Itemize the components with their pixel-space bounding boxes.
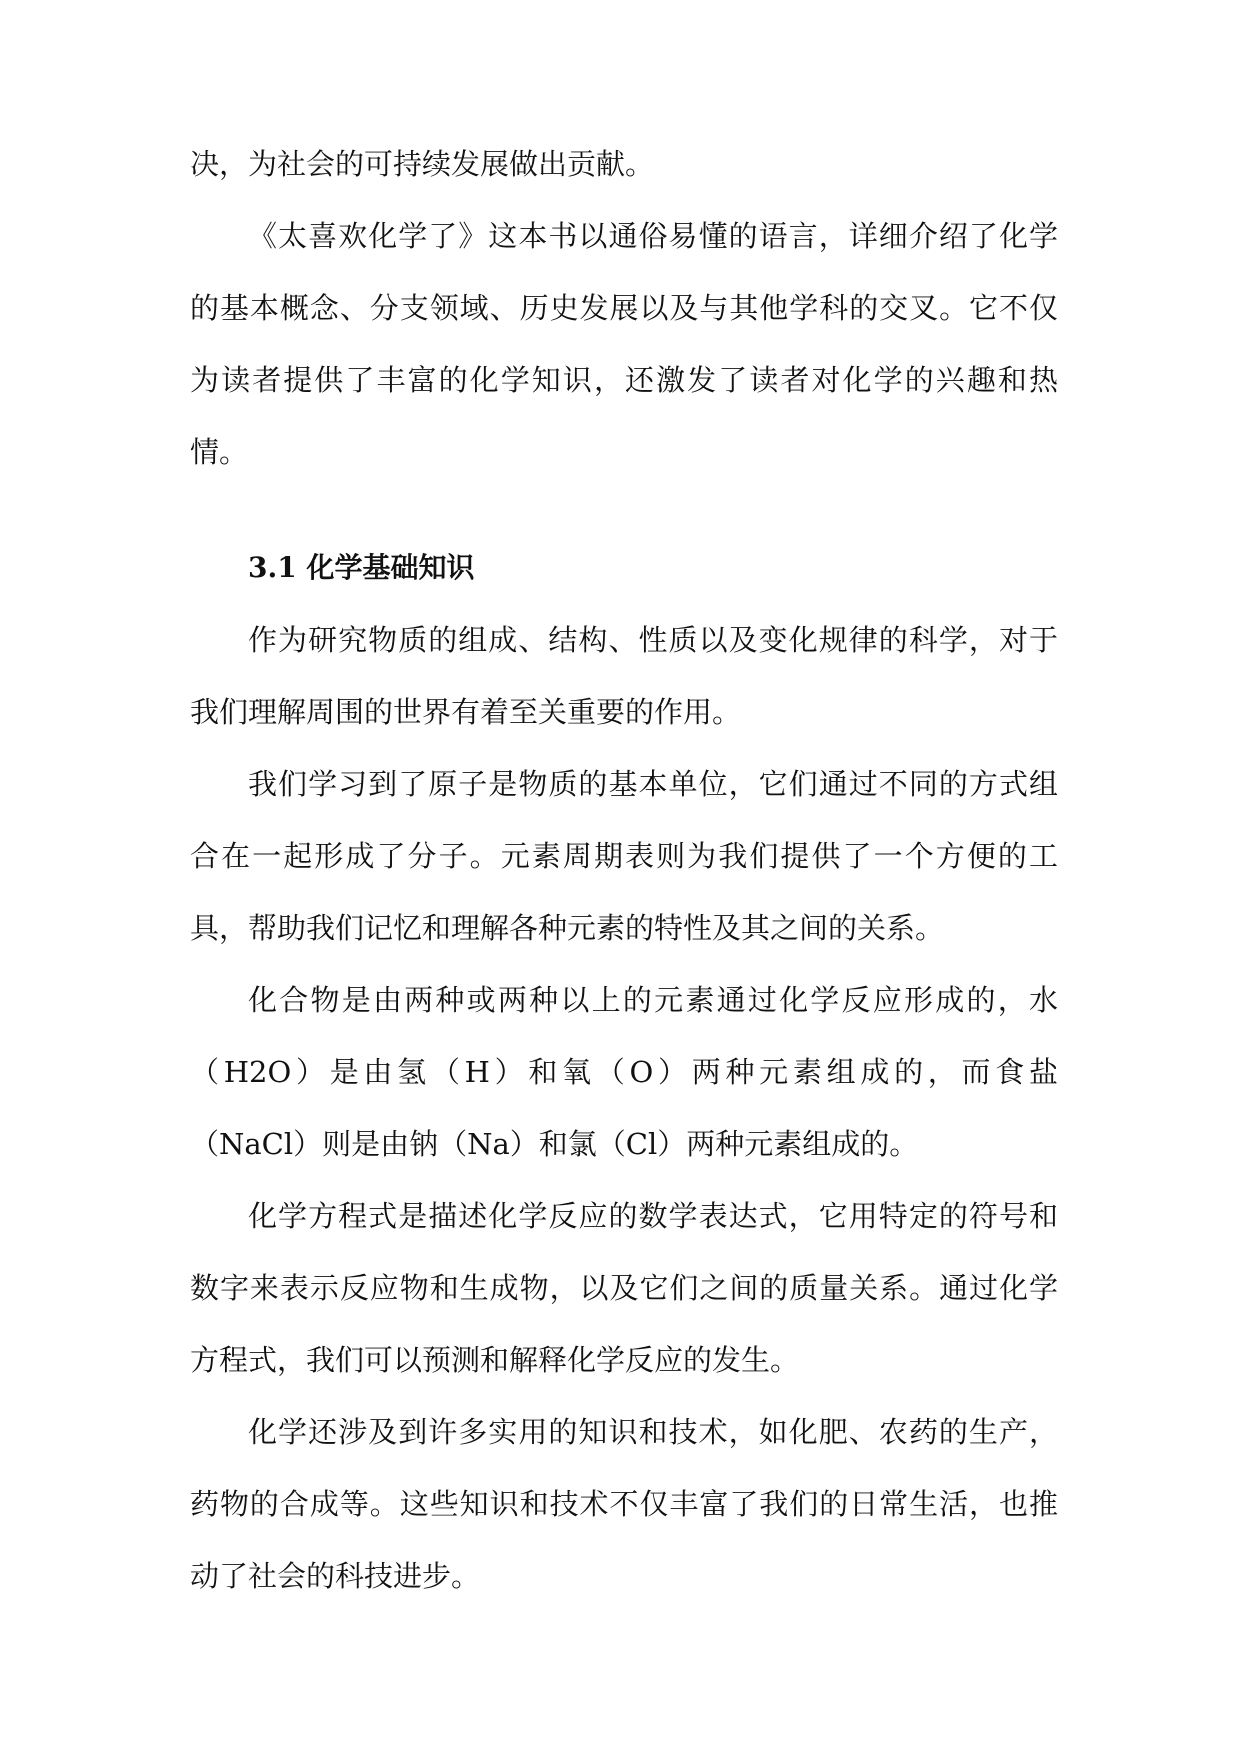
body-paragraph: 作为研究物质的组成、结构、性质以及变化规律的科学，对于我们理解周围的世界有着至关重要的作用。 bbox=[190, 623, 1058, 729]
body-paragraph: 化学方程式是描述化学反应的数学表达式，它用特定的符号和数字来表示反应物和生成物，以及它们之间的质量关系。通过化学方程式，我们可以预测和解释化学反应的发生。 bbox=[190, 1199, 1058, 1377]
section-spacer bbox=[190, 488, 1058, 532]
continued-paragraph: 决，为社会的可持续发展做出贡献。 bbox=[190, 147, 655, 181]
document-page bbox=[190, 128, 1058, 1612]
section-heading: 3.1 化学基础知识 bbox=[248, 551, 475, 584]
body-paragraph: 化学还涉及到许多实用的知识和技术，如化肥、农药的生产，药物的合成等。这些知识和技术不仅丰富了我们的日常生活，也推动了社会的科技进步。 bbox=[190, 1415, 1058, 1593]
body-paragraph: 我们学习到了原子是物质的基本单位，它们通过不同的方式组合在一起形成了分子。元素周期表则为我们提供了一个方便的工具，帮助我们记忆和理解各种元素的特性及其之间的关系。 bbox=[190, 767, 1058, 945]
body-paragraph: 化合物是由两种或两种以上的元素通过化学反应形成的，水（H2O）是由氢（H）和氧（O）两种元素组成的，而食盐（NaCl）则是由钠（Na）和氯（Cl）两种元素组成的。 bbox=[190, 983, 1058, 1161]
book-summary-paragraph: 《太喜欢化学了》这本书以通俗易懂的语言，详细介绍了化学的基本概念、分支领域、历史发展以及与其他学科的交叉。它不仅为读者提供了丰富的化学知识，还激发了读者对化学的兴趣和热情。 bbox=[190, 219, 1058, 469]
